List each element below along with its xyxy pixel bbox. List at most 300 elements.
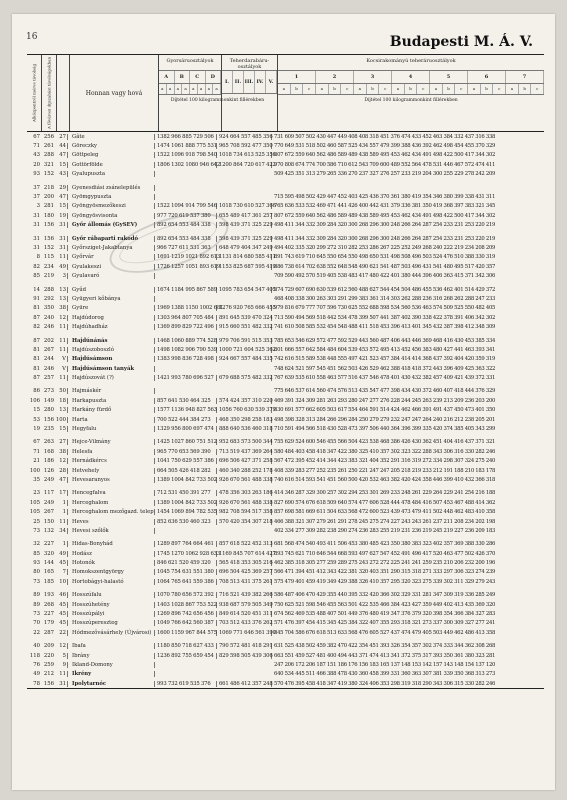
page-header: Budapesti M. Á. V. <box>389 34 533 50</box>
row-km1: 87 <box>33 375 40 382</box>
row-km2: 246 <box>43 324 54 331</box>
row-km2: 287 <box>43 629 54 636</box>
kocsi-sub-letter: b <box>481 84 494 94</box>
row-km3: 11 <box>59 346 66 353</box>
row-km1: 37 <box>33 194 40 201</box>
row-kocsi-rates: 567 472 395 452 414 344 423 383 321 404 352 291 316 319 272 334 298 307 324 275 240 <box>274 458 496 465</box>
row-station-name: Hódmezővásárhely (Újvárosi) <box>67 630 155 636</box>
row-km3: 10 <box>59 578 66 585</box>
row-gyors-rates: 1045 754 631 551 380 <box>155 569 217 575</box>
row-station-name: Hosszúpereszteg <box>67 620 155 626</box>
row-kocsi-rates: 713 590 494 569 518 442 534 478 399 507 441 387 402 390 338 422 378 391 406 342 302 <box>274 314 496 321</box>
row-km2: 156 <box>43 680 54 687</box>
row-station-name: Hosszúhetény <box>67 602 155 608</box>
row-km1: 71 <box>33 143 40 150</box>
table-row <box>27 271 544 280</box>
row-teher-rates: 703 512 433 376 262 <box>219 620 273 627</box>
row-km1: 70 <box>33 620 40 627</box>
row-station-name: Győrsziget-Jakabtanya <box>67 245 155 251</box>
row-kocsi-rates: 715 595 498 502 429 447 452 403 425 436 370 361 380 419 354 346 380 399 338 431 311 <box>274 194 496 201</box>
row-station-name: Herceghalom mezőgazd. telep <box>67 509 155 515</box>
row-station-name: Gyömgypuszta <box>67 194 155 200</box>
kocsi-sub-letter: a <box>392 84 405 94</box>
kocsi-sub-letter: c <box>303 84 316 94</box>
row-km3: 12 <box>59 458 66 465</box>
row-gyors-rates: 852 636 530 460 323 <box>155 519 217 525</box>
row-km3: 11 <box>59 337 66 344</box>
row-km1: 81 <box>33 305 40 312</box>
row-teher-rates: 924 664 557 485 356 <box>219 133 273 140</box>
row-kocsi-rates: 580 484 403 458 418 347 422 380 325 410 357 302 323 322 288 343 306 316 330 282 246 <box>274 448 496 455</box>
row-gyors-rates: 1236 892 755 659 454 <box>155 653 217 659</box>
row-km2: 288 <box>43 152 54 159</box>
row-gyors-rates: 1674 1184 995 867 589 <box>157 286 217 293</box>
row-gyors-rates: 1726 1257 1051 893 619 <box>157 263 220 270</box>
kocsi-sub-letter: c <box>417 84 430 94</box>
row-km2: 126 <box>43 467 54 474</box>
table-row <box>27 670 544 679</box>
table-row <box>27 457 544 466</box>
row-km2: 259 <box>43 662 54 668</box>
row-km3: 13 <box>59 286 66 293</box>
row-kocsi-rates: 498 411 344 332 309 284 320 300 268 296 300 248 266 264 287 254 233 231 253 220 219 <box>274 222 496 229</box>
table-row <box>27 313 544 322</box>
kocsi-sub-letter: a <box>278 84 291 94</box>
row-kocsi-rates: 807 672 559 640 562 486 589 489 438 589 495 453 462 434 491 498 422 500 417 344 302 <box>274 212 496 219</box>
row-station-name: Hencegfalva <box>67 490 155 496</box>
row-km3: 50 <box>59 388 66 395</box>
table-body <box>27 132 544 688</box>
row-kocsi-rates: 893 745 621 710 646 544 668 593 497 627 547 452 491 496 417 520 463 477 502 426 370 <box>274 550 496 557</box>
row-km3: 11 <box>59 518 66 525</box>
row-station-name: Gyenesdiási zsánelepülés <box>67 185 155 191</box>
row-km3: 38 <box>59 305 66 312</box>
row-km1: 31 <box>33 212 40 219</box>
row-station-name: Gyulavaró <box>67 273 155 279</box>
row-kocsi-rates: 509 425 351 313 279 265 336 270 237 327 276 257 233 219 204 300 255 229 278 242 209 <box>274 171 496 178</box>
row-kocsi-rates: 466 388 321 307 279 261 291 278 245 275 274 227 243 243 261 237 211 208 234 202 198 <box>274 518 496 525</box>
table-row <box>27 396 544 405</box>
row-teher-rates: 1169 845 707 614 427 <box>219 550 276 557</box>
teher-title: Teherdarabáru-osztályok <box>222 55 277 71</box>
kocsi-sub-letter: c <box>379 84 392 94</box>
row-gyors-rates: 1389 1004 842 733 502 <box>157 476 217 483</box>
row-station-name: Hejce-Vilmány <box>67 439 155 445</box>
row-gyors-rates: 664 505 426 418 282 <box>155 468 217 474</box>
row-km1: 105 <box>29 499 40 506</box>
row-km1: 21 <box>33 458 40 465</box>
row-gyors-rates: 846 621 520 459 320 <box>155 560 217 566</box>
row-km1: 82 <box>33 324 40 331</box>
row-km2: 186 <box>43 458 54 465</box>
row-km1: 93 <box>33 171 40 178</box>
row-station-name: Gyöngyösvisonta <box>67 213 155 219</box>
row-km3: 18 <box>59 397 66 404</box>
row-kocsi-rates: 498 398 328 313 284 266 296 284 250 279 279 232 247 247 264 240 216 212 238 205 201 <box>274 416 496 423</box>
row-gyors-rates: 1577 1136 948 827 563 <box>157 407 217 414</box>
row-gyors-rates: 1041 750 629 557 386 <box>155 458 217 464</box>
row-teher-rates: 648 479 404 347 249 <box>219 244 273 251</box>
row-kocsi-rates: 710 591 494 566 518 430 528 473 397 506 440 364 396 399 335 420 374 385 405 343 299 <box>274 426 496 433</box>
row-km2: 150 <box>43 518 54 525</box>
row-teher-rates: 979 706 591 515 353 <box>219 337 273 344</box>
row-km2: 234 <box>43 263 54 270</box>
row-teher-rates: 952 683 573 500 344 <box>219 439 273 446</box>
row-km1: 14 <box>33 286 40 293</box>
row-kocsi-rates: 402 334 277 309 282 238 290 274 236 283 255 219 231 236 219 245 219 227 236 209 183 <box>274 527 496 534</box>
row-teher-rates: 565 418 353 305 216 <box>219 560 273 567</box>
row-gyors-rates: 1600 1159 967 844 575 <box>157 629 217 636</box>
row-station-name: Homokszentgyörgy <box>67 569 155 575</box>
row-gyors-rates: 993 732 619 535 376 <box>155 681 217 687</box>
row-km3: 13 <box>59 295 66 302</box>
row-teher-rates: 598 439 371 325 229 <box>219 235 273 242</box>
row-km1: 81 <box>33 365 40 372</box>
row-km2: 202 <box>43 337 54 344</box>
row-gyors-rates: 1421 993 780 696 527 <box>155 375 217 381</box>
kocsi-sub-letter: b <box>367 84 380 94</box>
row-km1: 71 <box>33 448 40 455</box>
row-gyors-rates: 1070 780 656 572 392 <box>155 592 217 598</box>
row-station-name: Győr rábaparti rakodó <box>67 236 155 242</box>
row-teher-rates: 1153 825 687 595 419 <box>219 263 276 270</box>
row-gyors-rates: 1522 1096 918 798 540 <box>157 152 217 159</box>
row-station-name: Ikland-Domony <box>67 662 155 668</box>
row-teher-rates: 926 670 561 488 338 <box>219 499 273 506</box>
row-km2: 240 <box>43 314 54 321</box>
row-km1: 20 <box>33 161 40 168</box>
row-station-name: Gyügyeri kőbánya <box>67 296 155 302</box>
kocsi-sub-letter: b <box>519 84 532 94</box>
row-kocsi-rates: 770 649 531 518 502 460 587 525 434 557 479 399 388 436 392 462 498 454 455 370 329 <box>274 143 496 150</box>
row-kocsi-rates: 709 590 492 570 519 405 538 483 417 480 422 401 380 444 396 406 363 415 371 342 306 <box>274 273 496 280</box>
header-km2: A fővárosi dijszabási távolságokban <box>42 55 57 131</box>
table-row <box>27 609 544 618</box>
row-teher-rates: 1056 760 630 539 379 <box>219 407 276 414</box>
row-km3: 15 <box>59 161 66 168</box>
row-km2: 117 <box>43 490 54 497</box>
row-station-name: Győr állomás (GySEV) <box>67 222 155 228</box>
table-row <box>27 183 544 192</box>
row-teher-rates: 1131 814 680 585 411 <box>219 254 276 261</box>
row-km3: 49 <box>59 263 66 270</box>
row-km1: 81 <box>33 346 40 353</box>
row-km3: 13 <box>59 407 66 414</box>
row-km3: 45 <box>59 560 66 567</box>
row-km3: 1 <box>62 541 66 548</box>
row-gyors-rates: 700 522 444 384 273 <box>155 417 217 423</box>
table-row <box>27 322 544 331</box>
row-km3: 45 <box>59 601 66 608</box>
row-km3: 22 <box>59 629 66 636</box>
row-km3: 15 <box>59 426 66 433</box>
table-row <box>27 234 544 243</box>
header-teher <box>222 55 278 131</box>
row-km2: 273 <box>43 388 54 395</box>
row-station-name: Harkány fürdő <box>67 407 155 413</box>
row-km3: 49 <box>59 550 66 557</box>
table-row <box>27 558 544 567</box>
row-km3: 19 <box>59 212 66 219</box>
row-kocsi-rates: 469 391 324 309 281 263 293 280 247 277 276 228 244 245 263 239 213 209 236 203 200 <box>274 397 496 404</box>
row-kocsi-rates: 775 646 537 614 560 474 576 513 435 547 477 398 434 430 372 460 407 418 444 376 329 <box>274 388 496 395</box>
kocsi-sub-letter: b <box>291 84 304 94</box>
row-teher-rates: 679 688 575 482 332 <box>219 375 273 382</box>
row-teher-rates: 849 614 520 451 311 <box>219 611 273 618</box>
row-gyors-rates: 1303 964 807 705 484 <box>155 315 217 321</box>
row-km1: 3 <box>36 203 40 210</box>
row-station-name: Hevesaranyos <box>67 477 155 483</box>
row-station-name: Ibafa <box>67 643 155 649</box>
row-km3: 27 <box>59 439 66 446</box>
row-kocsi-rates: 845 704 586 676 618 513 633 568 476 605 527 437 474 479 405 503 449 462 486 413 358 <box>274 629 496 636</box>
table-row <box>27 679 544 688</box>
table-row <box>27 202 544 211</box>
row-km2: 249 <box>43 476 54 483</box>
row-km1: 73 <box>33 578 40 585</box>
table-row <box>27 526 544 535</box>
row-km2: 132 <box>43 527 54 534</box>
row-kocsi-rates: 874 729 607 690 630 539 612 560 488 627 544 454 504 486 455 536 462 401 514 429 372 <box>274 286 496 293</box>
header-kocsi <box>278 55 544 131</box>
row-km1: 25 <box>33 518 40 525</box>
row-gyors-rates: 1064 765 641 559 386 <box>155 579 217 585</box>
row-km3: 11 <box>59 671 66 678</box>
row-km2: 209 <box>43 643 54 650</box>
row-kocsi-rates: 566 471 394 451 412 343 422 381 320 403 351 290 315 318 271 333 297 306 323 274 239 <box>274 569 496 576</box>
row-km1: 100 <box>29 467 40 474</box>
row-station-name: Göttpeleg <box>67 152 155 158</box>
row-station-name: Hajmáskér <box>67 388 155 394</box>
row-gyors-rates: 1049 766 642 560 387 <box>155 620 217 626</box>
row-km2: 257 <box>43 375 54 382</box>
row-km2: 244 <box>43 356 54 363</box>
table-row <box>27 253 544 262</box>
row-station-name: Gottörfölde <box>67 162 155 168</box>
row-kocsi-rates: 468 408 338 300 263 303 291 299 383 361 314 303 262 288 236 316 268 262 288 247 233 <box>274 295 496 302</box>
table-row <box>27 577 544 586</box>
row-station-name: Ikrény <box>67 671 155 677</box>
kocsi-sub-letter: b <box>329 84 342 94</box>
row-station-name: Ibrány <box>67 653 155 659</box>
row-kocsi-rates: 494 402 335 320 299 272 310 282 253 286 267 225 252 249 268 240 222 219 234 208 209 <box>274 244 496 251</box>
row-kocsi-rates: 408 339 283 277 252 235 261 250 221 247 247 205 218 219 233 212 191 188 210 183 178 <box>274 467 496 474</box>
kocsi-sub-letter: a <box>506 84 519 94</box>
row-km3: 3 <box>62 273 66 280</box>
row-teher-rates: 1018 734 613 525 356 <box>219 152 276 159</box>
table-row <box>27 285 544 294</box>
row-km3: 44 <box>59 143 66 150</box>
row-kocsi-rates: 640 534 445 511 466 388 478 430 360 458 399 331 360 363 307 381 339 350 368 313 273 <box>274 671 496 678</box>
row-gyors-rates: 1468 1060 889 774 528 <box>157 337 217 344</box>
row-km2: 179 <box>43 620 54 627</box>
table-row <box>27 211 544 220</box>
row-gyors-rates: 1806 1302 1080 946 642 <box>157 161 220 168</box>
row-teher-rates: 924 667 557 484 335 <box>219 356 273 363</box>
kocsi-sub-letter: a <box>430 84 443 94</box>
table-row <box>27 304 544 313</box>
row-teher-rates: 1018 730 610 527 366 <box>219 203 276 210</box>
row-km1: 80 <box>33 569 40 576</box>
row-km3: 7 <box>62 569 66 576</box>
row-km2: 227 <box>43 541 54 548</box>
row-km2: 227 <box>43 611 54 618</box>
row-km1: 106 <box>29 397 40 404</box>
row-km2: 168 <box>43 448 54 455</box>
row-km3: 5 <box>62 652 66 659</box>
row-km2: 263 <box>43 439 54 446</box>
row-teher-rates: 1000 721 604 525 362 <box>219 346 276 353</box>
row-kocsi-rates: 663 551 459 527 481 400 494 443 371 474 413 341 372 375 317 393 350 361 380 323 281 <box>274 652 496 659</box>
row-km1: 15 <box>33 407 40 414</box>
row-station-name: Helesfa <box>67 449 155 455</box>
row-km3: 43 <box>59 171 66 178</box>
row-km3: 17 <box>59 490 66 497</box>
row-km2: 156 <box>43 416 54 423</box>
row-km2: 165 <box>43 569 54 576</box>
row-gyors-rates: 1691 1219 1021 892 613 <box>157 254 220 261</box>
row-station-name: Hosszúfalu <box>67 592 155 598</box>
table-row <box>27 438 544 447</box>
row-teher-rates: 716 521 439 382 266 <box>219 592 273 599</box>
row-kocsi-rates: 570 476 395 458 418 347 419 380 324 406 353 298 319 318 290 343 306 315 330 282 246 <box>274 680 496 687</box>
row-teher-rates: 982 708 594 517 358 <box>219 509 273 516</box>
kocsi-sub-letter: c <box>531 84 544 94</box>
table-row <box>27 466 544 475</box>
row-gyors-rates: 1382 966 885 729 506 <box>155 134 217 140</box>
row-km2: 180 <box>43 212 54 219</box>
row-km1: 31 <box>33 235 40 242</box>
gyors-letters: A B C D <box>159 71 221 84</box>
row-station-name: Hevesi szőlők <box>67 528 155 534</box>
table-row <box>27 660 544 669</box>
row-gyors-rates: 1383 998 836 728 498 <box>155 356 217 362</box>
table-row <box>27 600 544 609</box>
row-teher-rates: 1095 783 654 547 405 <box>219 286 276 293</box>
table-row <box>27 221 544 230</box>
row-gyors-rates: 1522 1094 914 799 546 <box>157 203 217 210</box>
table-row <box>27 517 544 526</box>
row-km1: 23 <box>33 490 40 497</box>
row-km3: 38 <box>59 448 66 455</box>
row-station-name: Hajdúszovát (?) <box>67 375 155 381</box>
row-kocsi-rates: 740 616 514 593 541 451 560 500 420 532 463 382 420 424 358 446 399 410 432 366 318 <box>274 476 496 483</box>
row-teher-rates: 708 513 431 375 261 <box>219 578 273 585</box>
row-station-name: Herceghalom <box>67 500 155 506</box>
row-km1: 40 <box>33 643 40 650</box>
row-km2: 200 <box>43 194 54 201</box>
row-teher-rates: 598 439 371 325 229 <box>219 222 273 229</box>
kocsi-title: Kocsirakományú teheráruosztályok <box>278 55 544 71</box>
table-row <box>27 651 544 660</box>
table-row <box>27 406 544 415</box>
row-km3: 45 <box>59 611 66 618</box>
row-km3: 31 <box>59 235 66 242</box>
kocsi-sub-letter: c <box>455 84 468 94</box>
row-station-name: Győrvár <box>67 254 155 260</box>
row-km1: 73 <box>33 611 40 618</box>
row-km2: 267 <box>43 346 54 353</box>
row-km2: 246 <box>43 365 54 372</box>
row-teher-rates: 790 572 481 418 291 <box>219 643 273 650</box>
row-gyors-rates: 1425 1027 860 751 512 <box>157 439 217 446</box>
row-kocsi-rates: 891 743 619 710 645 550 654 550 498 650 531 498 508 496 503 524 476 510 388 330 319 <box>274 254 496 261</box>
row-gyors-rates: 1403 1028 867 753 522 <box>157 601 217 608</box>
table-row <box>27 294 544 303</box>
row-gyors-rates: 1389 1004 842 733 502 <box>157 499 217 506</box>
row-km2: 320 <box>43 550 54 557</box>
kocsi-sub-letter: c <box>493 84 506 94</box>
row-gyors-rates: 712 531 450 391 277 <box>155 490 217 496</box>
row-station-name: Hajdúnánás <box>67 338 155 344</box>
row-km3: 11 <box>59 254 66 261</box>
table-row <box>27 568 544 577</box>
row-km1: 19 <box>33 426 40 433</box>
row-station-name: Heves <box>67 519 155 525</box>
row-km3: V <box>62 365 66 372</box>
table-row <box>27 364 544 373</box>
table-row <box>27 415 544 424</box>
table-row <box>27 540 544 549</box>
row-km3: 12 <box>59 643 66 650</box>
row-teher-rates: 888 640 536 460 318 <box>219 426 273 433</box>
row-km1: 31 <box>33 244 40 251</box>
row-km3: 31 <box>59 222 66 229</box>
row-gyors-rates: 1474 1061 888 775 531 <box>157 143 217 150</box>
row-kocsi-rates: 767 639 535 610 558 463 577 516 437 546 478 401 430 432 382 457 409 421 439 372 331 <box>274 375 496 382</box>
row-kocsi-rates: 462 385 318 305 277 259 289 275 243 272 272 225 241 241 259 235 210 206 232 200 196 <box>274 560 496 567</box>
row-station-name: Gyüre <box>67 305 155 311</box>
row-km2: 156 <box>43 222 54 229</box>
row-gyors-rates: 1289 897 764 664 461 <box>155 541 217 547</box>
row-km3: 100 <box>55 416 66 423</box>
row-teher-rates: 926 670 561 488 338 <box>219 476 273 483</box>
row-teher-rates: 713 519 437 369 264 <box>219 448 273 455</box>
row-km3: 31 <box>59 244 66 251</box>
row-km2: 292 <box>43 295 54 302</box>
row-km2: 249 <box>43 499 54 506</box>
row-km3: 28 <box>59 467 66 474</box>
row-km3: 29 <box>59 184 66 191</box>
row-kocsi-rates: 755 629 524 600 546 455 566 504 423 538 468 386 426 430 362 451 404 416 437 371 321 <box>274 439 496 446</box>
row-station-name: Harkapuszta <box>67 398 155 404</box>
row-kocsi-rates: 807 672 559 640 562 486 589 489 438 589 495 453 462 434 491 498 422 500 417 344 302 <box>274 152 496 159</box>
row-gyors-rates: 857 641 530 464 325 <box>155 398 217 404</box>
row-station-name: Hajdúsámson <box>67 356 155 362</box>
table-row <box>27 489 544 498</box>
table-row <box>27 507 544 516</box>
row-gyors-rates: 1969 1388 1150 1002 681 <box>157 305 224 312</box>
row-km2: 193 <box>43 592 54 599</box>
row-gyors-rates: 966 727 611 531 363 <box>155 245 217 251</box>
row-km1: 37 <box>33 184 40 191</box>
row-km2: 288 <box>43 286 54 293</box>
row-station-name: Gyöngyösmezőkeszi <box>67 203 155 209</box>
row-km1: 82 <box>33 263 40 270</box>
row-teher-rates: 1200 864 720 617 422 <box>219 161 276 168</box>
row-km1: 85 <box>33 550 40 557</box>
kocsi-sub-letter: c <box>341 84 354 94</box>
row-km2: 261 <box>43 143 54 150</box>
table-row <box>27 170 544 179</box>
row-station-name: Hajdúhadház <box>67 324 155 330</box>
row-teher-rates: 829 598 505 439 306 <box>219 652 273 659</box>
row-station-name: Hernádkércs <box>67 458 155 464</box>
row-km3: 11 <box>59 375 66 382</box>
row-km2: 220 <box>43 652 54 659</box>
header-km1: Alközpontról mérve távolság <box>27 55 42 131</box>
row-km1: 8 <box>36 254 40 261</box>
